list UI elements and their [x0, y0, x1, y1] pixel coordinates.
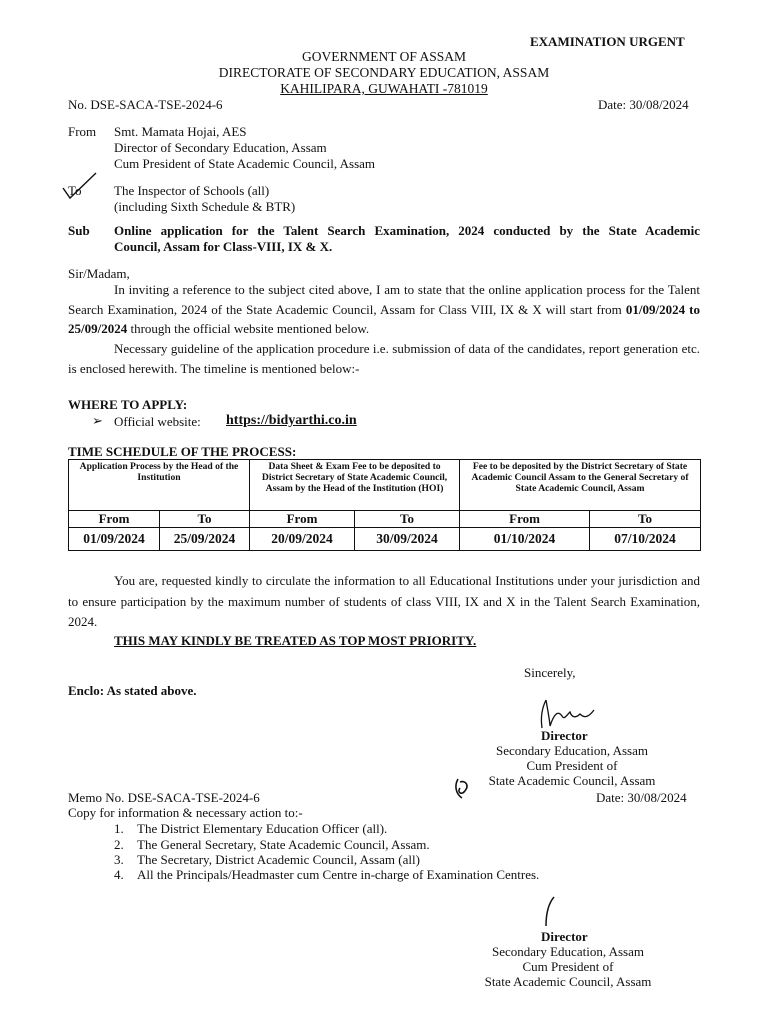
- copy-item-number: 4.: [114, 867, 124, 882]
- to-header: To: [355, 511, 460, 528]
- signatory-line-3: State Academic Council, Assam: [484, 974, 652, 989]
- schedule-table: [68, 459, 701, 551]
- bullet-arrow-icon: ➢: [92, 413, 103, 428]
- copy-item: The General Secretary, State Academic Council, Assam.: [137, 837, 430, 852]
- from-line-2: Director of Secondary Education, Assam: [114, 140, 327, 155]
- where-to-apply-heading: WHERE TO APPLY:: [68, 397, 188, 412]
- website-link[interactable]: https://bidyarthi.co.in: [226, 413, 357, 428]
- from-header: From: [250, 511, 355, 528]
- header-line3: KAHILIPARA, GUWAHATI -781019: [280, 81, 488, 96]
- date-cell: 01/10/2024: [460, 528, 590, 551]
- stamp-mark: [452, 776, 474, 802]
- schedule-heading: TIME SCHEDULE OF THE PROCESS:: [68, 444, 297, 459]
- date-cell: 07/10/2024: [590, 528, 701, 551]
- copy-line: Copy for information & necessary action to:-: [68, 805, 303, 820]
- from-header: From: [69, 511, 160, 528]
- copy-item-number: 1.: [114, 821, 124, 836]
- signatory-line-2: Cum President of: [526, 758, 618, 773]
- paragraph-guideline: Necessary guideline of the application procedure i.e. submission of data of the candidates, report generation etc. is enclosed herewith. The timeline is mentioned below:-: [68, 341, 700, 376]
- subject-line-1: Online application for the Talent Search Examination, 2024 conducted by the State Academic: [114, 223, 700, 238]
- signature-mark: [538, 894, 562, 930]
- copy-item-number: 2.: [114, 837, 124, 852]
- website-label: Official website:: [114, 414, 201, 429]
- memo-number: Memo No. DSE-SACA-TSE-2024-6: [68, 790, 260, 805]
- from-label: From: [68, 124, 97, 139]
- letter-date: Date: 30/08/2024: [598, 97, 689, 112]
- from-line-3: Cum President of State Academic Council, Assam: [114, 156, 376, 171]
- paragraph-intro: In inviting a reference to the subject cited above, I am to state that the online application process for the Talent Search Examination, 2024 of the State Academic Council, Assam for Class VIII, IX & X will start from 01/09/2024 to 25/09/2024 through the official website mentioned below.: [68, 282, 700, 336]
- header-line1: GOVERNMENT OF ASSAM: [301, 49, 467, 64]
- from-header: From: [460, 511, 590, 528]
- copy-item: The Secretary, District Academic Council, Assam (all): [137, 852, 420, 867]
- memo-date: Date: 30/08/2024: [596, 790, 687, 805]
- paragraph-request: You are, requested kindly to circulate the information to all Educational Institutions under your jurisdiction and to ensure participation by the maximum number of students of class VIII, IX and X in the Talent Search Examination, 2024.: [68, 573, 700, 629]
- tick-mark-icon: [60, 170, 100, 204]
- to-line-1: The Inspector of Schools (all): [114, 183, 270, 198]
- signatory-line-1: Secondary Education, Assam: [492, 944, 644, 959]
- header-line2: DIRECTORATE OF SECONDARY EDUCATION, ASSAM: [218, 65, 550, 80]
- subject-label: Sub: [68, 223, 90, 238]
- to-line-2: (including Sixth Schedule & BTR): [114, 199, 296, 214]
- priority-notice: THIS MAY KINDLY BE TREATED AS TOP MOST PRIORITY.: [114, 633, 477, 648]
- date-cell: 25/09/2024: [160, 528, 250, 551]
- to-header: To: [590, 511, 701, 528]
- date-cell: 30/09/2024: [355, 528, 460, 551]
- to-header: To: [160, 511, 250, 528]
- from-line-1: Smt. Mamata Hojai, AES: [114, 124, 247, 139]
- signatory-line-3: State Academic Council, Assam: [488, 773, 656, 788]
- schedule-group-3: Fee to be deposited by the District Secretary of State Academic Council Assam to the General Secretary of State Academic Council, Assam: [460, 460, 701, 511]
- signatory-title: Director: [541, 728, 588, 743]
- signatory-line-1: Secondary Education, Assam: [496, 743, 648, 758]
- signatory-title: Director: [541, 929, 588, 944]
- schedule-group-1: Application Process by the Head of the Institution: [69, 460, 250, 511]
- signature-mark: [536, 696, 602, 732]
- sincerely: Sincerely,: [524, 665, 576, 680]
- salutation: Sir/Madam,: [68, 266, 130, 281]
- schedule-group-2: Data Sheet & Exam Fee to be deposited to District Secretary of State Academic Council, Assam by the Head of the Institution (HOI): [250, 460, 460, 511]
- enclosure-note: Enclo: As stated above.: [68, 683, 197, 698]
- signatory-line-2: Cum President of: [522, 959, 614, 974]
- urgent-label: EXAMINATION URGENT: [530, 34, 685, 49]
- date-cell: 01/09/2024: [69, 528, 160, 551]
- copy-item: The District Elementary Education Officer (all).: [137, 821, 388, 836]
- reference-number: No. DSE-SACA-TSE-2024-6: [68, 97, 223, 112]
- date-cell: 20/09/2024: [250, 528, 355, 551]
- copy-item: All the Principals/Headmaster cum Centre in-charge of Examination Centres.: [137, 867, 540, 882]
- to-label: To: [68, 183, 82, 198]
- subject-line-2: Council, Assam for Class-VIII, IX & X.: [114, 239, 333, 254]
- copy-item-number: 3.: [114, 852, 124, 867]
